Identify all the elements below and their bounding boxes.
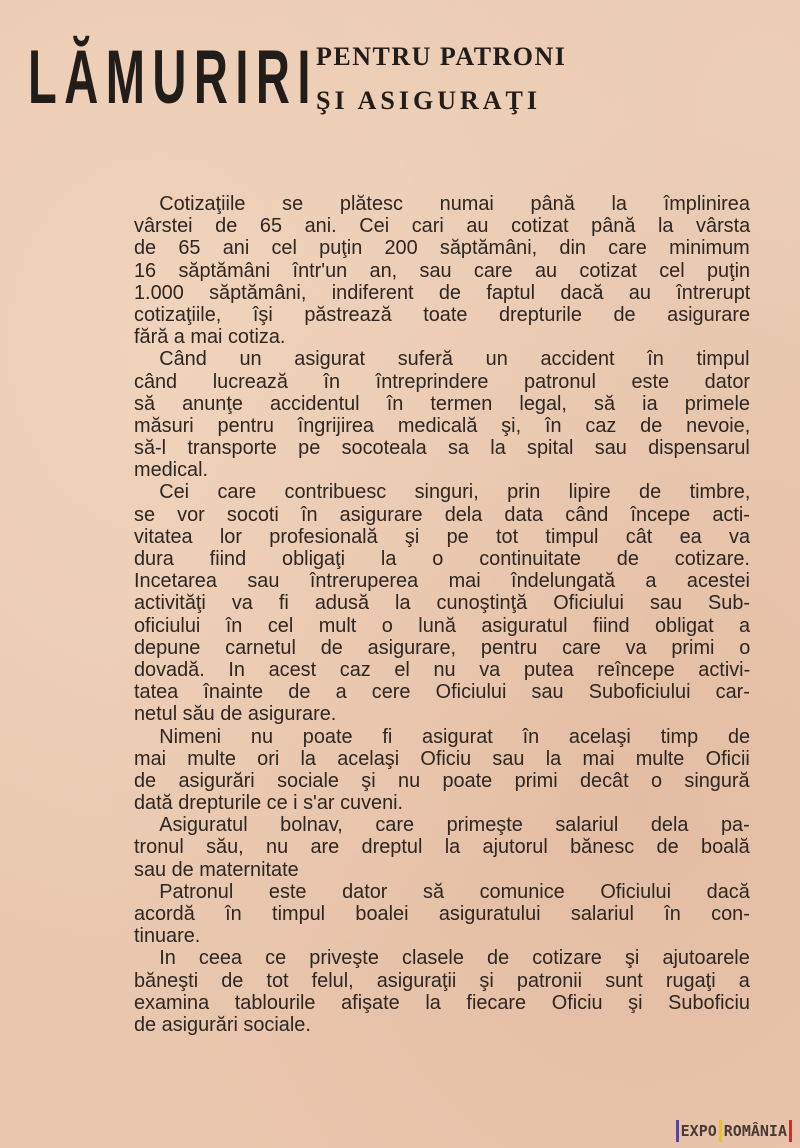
text-line: să-l transporte pe socoteala sa la spital sau dispensarul: [134, 436, 750, 460]
paragraph: [134, 947, 750, 1036]
paragraph: [134, 814, 750, 881]
text-line: Nimeni nu poate fi asigurat în acelaşi timp de: [159, 724, 751, 748]
text-line: activităţi va fi adusă la cunoştinţă Oficiului sau Sub-: [134, 591, 751, 615]
paragraph: [134, 881, 750, 948]
text-line: tatea înainte de a cere Oficiului sau Suboficiului car-: [134, 680, 750, 704]
text-line: fără a mai cotiza.: [134, 325, 286, 349]
subtitle-line-2: ŞI ASIGURAŢI: [316, 86, 542, 115]
text-line: In ceea ce priveşte clasele de cotizare şi ajutoarele: [159, 946, 750, 970]
text-line: dată drepturile ce i s'ar cuveni.: [134, 791, 404, 815]
text-line: dovadă. In acest caz el nu va putea reîncepe activi-: [134, 657, 751, 681]
paragraph: [134, 193, 750, 348]
paragraph: [134, 481, 750, 725]
text-line: băneşti de tot felul, asiguraţii şi patronii sunt rugaţi a: [134, 968, 750, 992]
document-body: [134, 193, 750, 1036]
text-line: cotizaţiile, îşi păstrează toate drepturile de asigurare: [134, 302, 751, 326]
text-line: măsuri pentru îngrijirea medicală şi, în caz de nevoie,: [134, 413, 751, 437]
text-line: depune carnetul de asigurare, pentru care va primi o: [134, 635, 751, 659]
text-line: netul său de asigurare.: [134, 702, 337, 726]
text-line: Cei care contribuesc singuri, prin lipire de timbre,: [159, 480, 751, 504]
text-line: Incetarea sau întreruperea mai îndelungată a acestei: [134, 569, 750, 593]
text-line: 16 săptămâni într'un an, sau care au cotizat cel puţin: [134, 258, 751, 282]
paragraph: [134, 348, 750, 481]
text-line: acordă în timpul boalei asiguratului salariul în con-: [134, 902, 750, 925]
text-line: sau de maternitate: [134, 857, 299, 881]
paragraph: [134, 726, 750, 815]
watermark-bar-blue: [676, 1120, 679, 1142]
watermark-bar-yellow: [719, 1120, 722, 1142]
text-line: vârstei de 65 ani. Cei cari au cotizat până la vârsta: [134, 214, 751, 238]
text-line: Când un asigurat suferă un accident în timpul: [159, 347, 750, 371]
text-line: mai multe ori la acelaşi Oficiu sau la mai multe Oficii: [134, 746, 750, 770]
watermark-text-left: EXPO: [680, 1122, 717, 1140]
text-line: 1.000 săptămâni, indiferent de faptul dacă au întrerupt: [134, 280, 751, 304]
text-line: tinuare.: [134, 924, 201, 948]
text-line: examina tablourile afişate la fiecare Oficiu şi Suboficiu: [134, 990, 750, 1014]
text-line: tronul său, nu are dreptul la ajutorul bănesc de boală: [134, 835, 750, 859]
text-line: vitatea lor profesională şi pe tot timpul cât ea va: [134, 524, 751, 548]
text-line: de asigurări sociale.: [134, 1012, 311, 1036]
text-line: de 65 ani cel puţin 200 săptămâni, din care minimum: [134, 236, 750, 260]
text-line: de asigurări sociale şi nu poate primi decât o singură: [134, 768, 750, 792]
watermark-text-right: ROMÂNIA: [723, 1122, 787, 1140]
watermark-bar-red: [789, 1120, 792, 1142]
text-line: Asiguratul bolnav, care primeşte salariul dela pa-: [159, 813, 750, 837]
expo-romania-watermark: [676, 1120, 792, 1142]
main-title: LĂMURIRI: [28, 35, 318, 120]
text-line: Patronul este dator să comunice Oficiului dacă: [159, 879, 750, 903]
text-line: oficiului în cel mult o lună asiguratul fiind obligat a: [134, 613, 751, 637]
text-line: să anunţe accidentul în termen legal, să ia primele: [134, 391, 750, 415]
text-line: se vor socoti în asigurare dela data când începe acti-: [134, 502, 750, 526]
text-line: când lucrează în întreprindere patronul este dator: [134, 369, 751, 393]
text-line: Cotizaţiile se plătesc numai până la împlinirea: [159, 192, 750, 215]
subtitle-line-1: PENTRU PATRONI: [316, 42, 567, 71]
text-line: dura fiind obligaţi la o continuitate de cotizare.: [134, 547, 750, 570]
text-line: medical.: [134, 458, 209, 482]
document-header: [28, 35, 648, 128]
